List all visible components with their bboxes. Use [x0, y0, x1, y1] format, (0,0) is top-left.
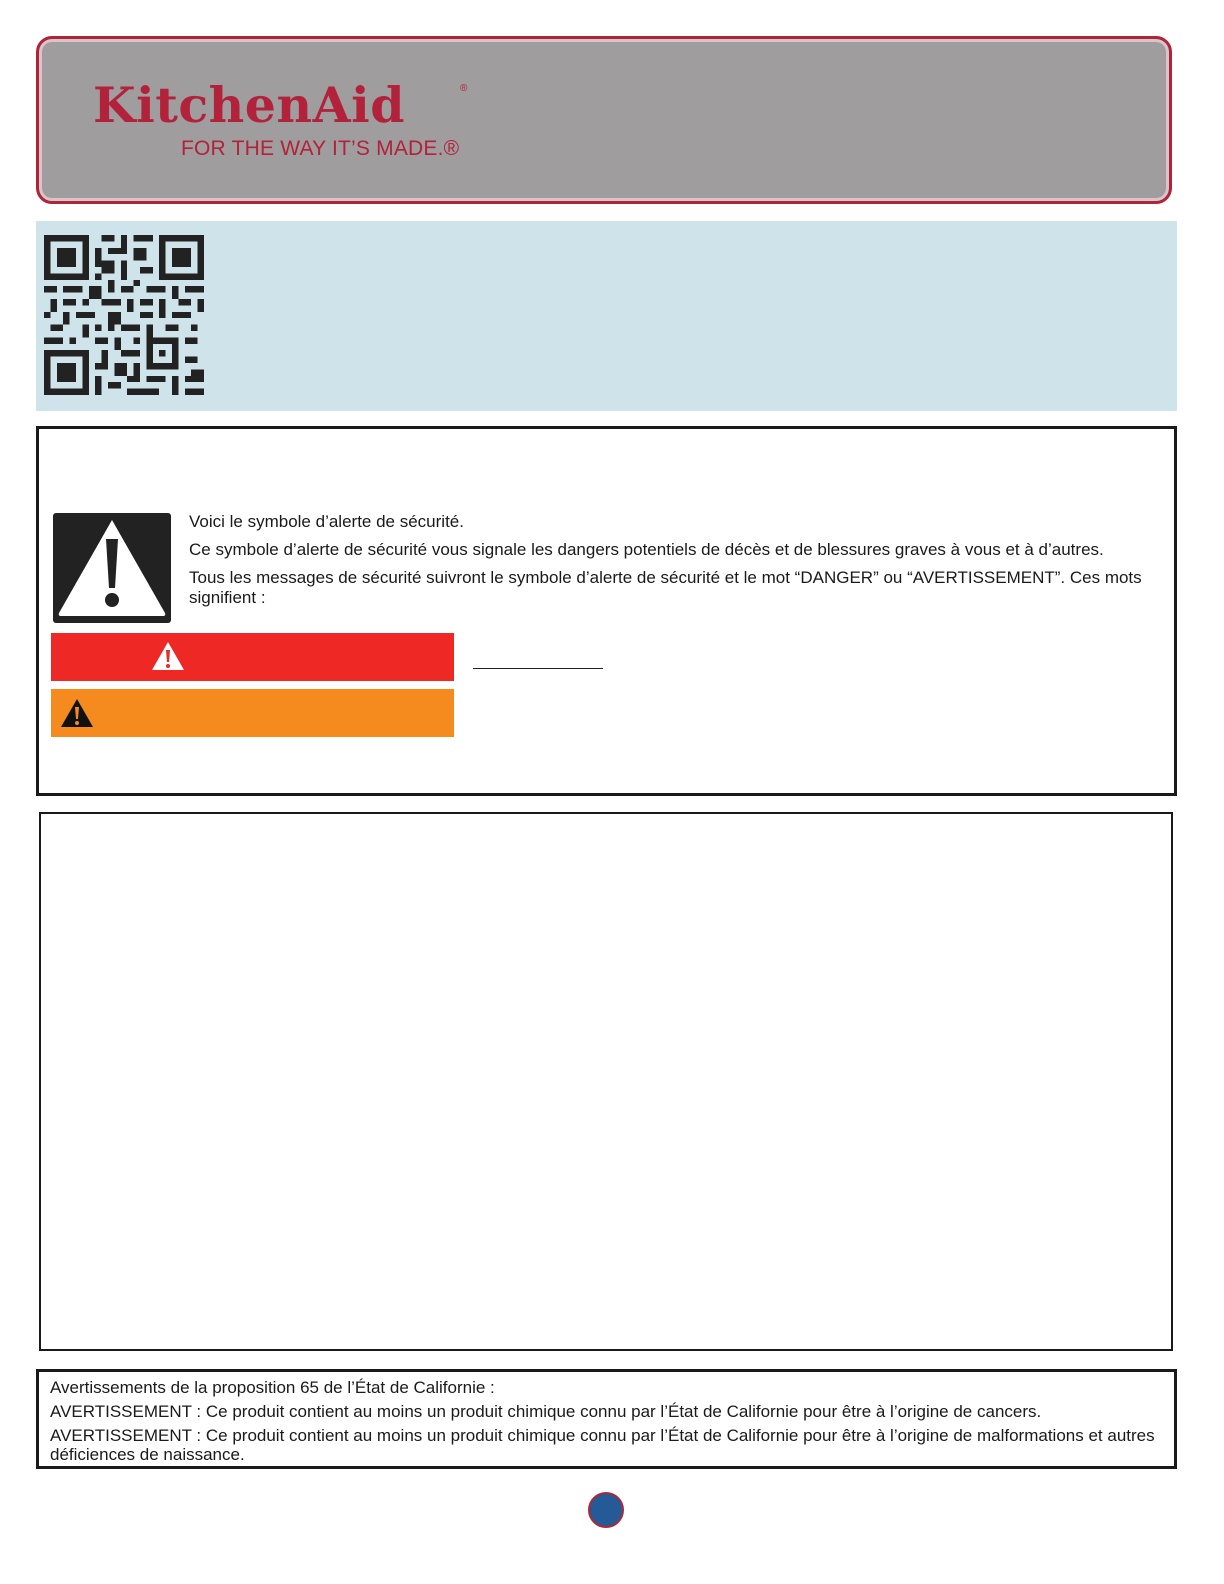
safety-intro-text [189, 512, 1149, 616]
prop65-warning-cancer: AVERTISSEMENT : Ce produit contient au moins un produit chimique connu par l’État de Californie pour être à l’origine de cancers. [50, 1402, 1042, 1421]
prop65-title: Avertissements de la proposition 65 de l’État de Californie : [50, 1378, 495, 1397]
safety-line-3: Tous les messages de sécurité suivront le symbole d’alerte de sécurité et le mot “DANGER” ou “AVERTISSEMENT”. Ces mots signifient : [189, 568, 1142, 607]
safety-information-box [36, 426, 1177, 796]
registered-mark: ® [460, 83, 468, 94]
prop65-text [50, 1378, 1165, 1469]
brand-tagline: FOR THE WAY IT’S MADE.® [181, 137, 460, 160]
warning-alert-icon [60, 698, 94, 728]
brand-name: KitchenAid [93, 76, 405, 134]
prop65-warning-box [36, 1369, 1177, 1469]
signal-word-rule [473, 668, 603, 669]
qr-band [36, 221, 1177, 411]
prop65-warning-birth-defects: AVERTISSEMENT : Ce produit contient au moins un produit chimique connu par l’État de Californie pour être à l’origine de malformations et autres déficiences de naissance. [50, 1426, 1155, 1464]
content-box [39, 812, 1173, 1351]
safety-line-1: Voici le symbole d’alerte de sécurité. [189, 512, 464, 531]
warning-triangle-icon [53, 513, 171, 623]
danger-alert-icon [151, 641, 185, 671]
warning-signal-bar [51, 689, 454, 737]
safety-line-2: Ce symbole d’alerte de sécurité vous signale les dangers potentiels de décès et de blessures graves à vous et à d’autres. [189, 540, 1104, 559]
page-number-dot [588, 1492, 624, 1528]
brand-logo [93, 76, 468, 160]
danger-signal-bar [51, 633, 454, 681]
header-banner [36, 36, 1172, 204]
qr-code-icon[interactable] [44, 235, 204, 395]
